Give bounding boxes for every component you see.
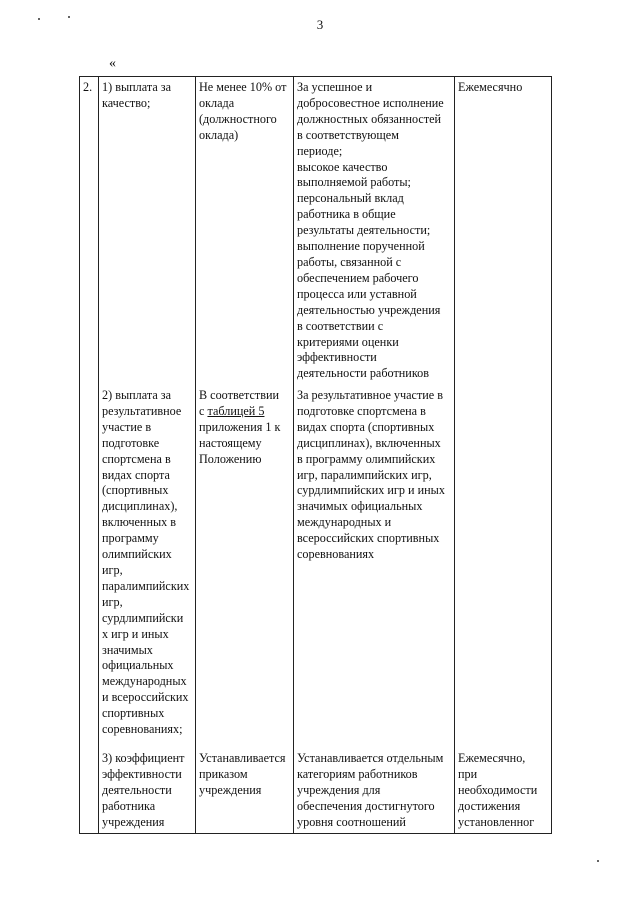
text-line: паралимпийских bbox=[102, 578, 190, 593]
text-line: в программу олимпийских bbox=[297, 451, 436, 466]
text-line: достижения bbox=[458, 798, 521, 813]
text-line: приказом bbox=[199, 766, 248, 781]
text-line: соревнованиях; bbox=[102, 722, 183, 737]
text-line: В соответствии bbox=[199, 388, 280, 402]
text-line: обеспечением рабочего bbox=[297, 270, 419, 285]
table-5-link[interactable]: таблицей 5 bbox=[207, 403, 265, 418]
text-line: 1) выплата за bbox=[102, 80, 171, 94]
page-number: 3 bbox=[316, 17, 324, 32]
text-line: спортивных bbox=[102, 706, 165, 721]
text-line: подготовке bbox=[102, 435, 160, 450]
text-line: значимых bbox=[102, 642, 153, 657]
text-line: установленног bbox=[458, 814, 535, 829]
scan-speck bbox=[38, 18, 40, 20]
text-line: официальных bbox=[102, 658, 174, 673]
text-line: учреждения bbox=[199, 782, 262, 797]
text-line: в соответствии с bbox=[297, 318, 384, 333]
text-line: необходимости bbox=[458, 782, 538, 797]
text-line: результаты деятельности; bbox=[297, 223, 431, 238]
text-line: должностных обязанностей bbox=[297, 111, 442, 126]
text-line: критериями оценки bbox=[297, 334, 399, 349]
text-line: деятельности работников bbox=[297, 366, 429, 381]
text-line: качество; bbox=[102, 95, 151, 110]
text-line: соревнованиях bbox=[297, 547, 375, 562]
text-line: эффективности bbox=[102, 766, 182, 781]
text-line: Устанавливается bbox=[199, 751, 286, 765]
payment-period-cell bbox=[455, 748, 552, 834]
text-line: международных и bbox=[297, 515, 392, 530]
payment-period-cell bbox=[455, 385, 552, 748]
text-line: приложения 1 к bbox=[199, 419, 281, 434]
text-line: деятельностью учреждения bbox=[297, 302, 441, 317]
text-line: выполнение порученной bbox=[297, 239, 425, 254]
text-line: высокое качество bbox=[297, 159, 388, 174]
text-line: (должностного bbox=[199, 111, 277, 126]
scan-speck bbox=[68, 16, 70, 18]
text-line: учреждения для bbox=[297, 782, 381, 797]
table-row bbox=[80, 385, 552, 748]
payment-name-cell bbox=[99, 385, 196, 748]
text-line bbox=[199, 404, 291, 420]
text-line: подготовке спортсмена в bbox=[297, 403, 426, 418]
payments-table bbox=[79, 76, 552, 834]
payment-name-cell bbox=[99, 748, 196, 834]
text-line: всероссийских спортивных bbox=[297, 531, 440, 546]
payment-condition-cell bbox=[294, 385, 455, 748]
text-line: олимпийских bbox=[102, 547, 172, 562]
text-line: оклада) bbox=[199, 127, 239, 142]
text-line: процесса или уставной bbox=[297, 286, 417, 301]
scan-speck bbox=[597, 860, 599, 862]
text-line: Ежемесячно, bbox=[458, 751, 526, 765]
payment-name-cell bbox=[99, 77, 196, 386]
text-fragment: с bbox=[199, 403, 208, 418]
payment-period-cell bbox=[455, 77, 552, 386]
row-number: 2. bbox=[83, 80, 93, 94]
text-line: в соответствующем bbox=[297, 127, 399, 142]
text-line: периоде; bbox=[297, 143, 343, 158]
text-line: деятельности bbox=[102, 782, 172, 797]
text-line: видах спорта (спортивных bbox=[297, 419, 435, 434]
row-number-cell bbox=[80, 385, 99, 748]
text-line: работника bbox=[102, 798, 156, 813]
text-line: Ежемесячно bbox=[458, 80, 523, 94]
text-line: сурдлимпийских игр и иных bbox=[297, 483, 445, 498]
text-line: добросовестное исполнение bbox=[297, 95, 444, 110]
text-line: включенных в bbox=[102, 515, 177, 530]
text-line: и всероссийских bbox=[102, 690, 189, 705]
text-line: категориям работников bbox=[297, 766, 418, 781]
payment-amount-cell bbox=[196, 748, 294, 834]
table-row bbox=[80, 748, 552, 834]
text-line: видах спорта bbox=[102, 467, 170, 482]
text-line: игр, паралимпийских игр, bbox=[297, 467, 432, 482]
text-line: спортсмена в bbox=[102, 451, 171, 466]
payment-amount-cell bbox=[196, 385, 294, 748]
text-line: 3) коэффициент bbox=[102, 751, 185, 765]
text-line: Положению bbox=[199, 451, 262, 466]
text-line: сурдлимпийски bbox=[102, 610, 184, 625]
text-line: персональный вклад bbox=[297, 191, 404, 206]
text-line: программу bbox=[102, 531, 159, 546]
text-line: игр, bbox=[102, 594, 123, 609]
text-line: Устанавливается отдельным bbox=[297, 751, 444, 765]
text-line: 2) выплата за bbox=[102, 388, 171, 402]
text-line: результативное bbox=[102, 403, 182, 418]
row-number-cell bbox=[80, 748, 99, 834]
text-line: работы, связанной с bbox=[297, 254, 402, 269]
text-line: при bbox=[458, 766, 478, 781]
text-line: дисциплинах), bbox=[102, 499, 178, 514]
text-line: дисциплинах), включенных bbox=[297, 435, 441, 450]
row-number-cell bbox=[80, 77, 99, 386]
text-line: эффективности bbox=[297, 350, 377, 365]
text-line: Не менее 10% от bbox=[199, 80, 287, 94]
text-line: игр, bbox=[102, 562, 123, 577]
text-line: выполняемой работы; bbox=[297, 175, 411, 190]
text-line: уровня соотношений bbox=[297, 814, 406, 829]
text-line: х игр и иных bbox=[102, 626, 169, 641]
text-line: значимых официальных bbox=[297, 499, 423, 514]
text-line: За результативное участие в bbox=[297, 388, 443, 402]
table-row bbox=[80, 77, 552, 386]
text-line: международных bbox=[102, 674, 187, 689]
payment-amount-cell bbox=[196, 77, 294, 386]
opening-quote-mark: « bbox=[109, 56, 116, 71]
text-line: участие в bbox=[102, 419, 152, 434]
text-line: работника в общие bbox=[297, 207, 396, 222]
text-line: учреждения bbox=[102, 814, 165, 829]
payment-condition-cell bbox=[294, 77, 455, 386]
text-line: За успешное и bbox=[297, 80, 373, 94]
payment-condition-cell bbox=[294, 748, 455, 834]
text-line: настоящему bbox=[199, 435, 262, 450]
text-line: обеспечения достигнутого bbox=[297, 798, 435, 813]
text-line: (спортивных bbox=[102, 483, 169, 498]
text-line: оклада bbox=[199, 95, 235, 110]
